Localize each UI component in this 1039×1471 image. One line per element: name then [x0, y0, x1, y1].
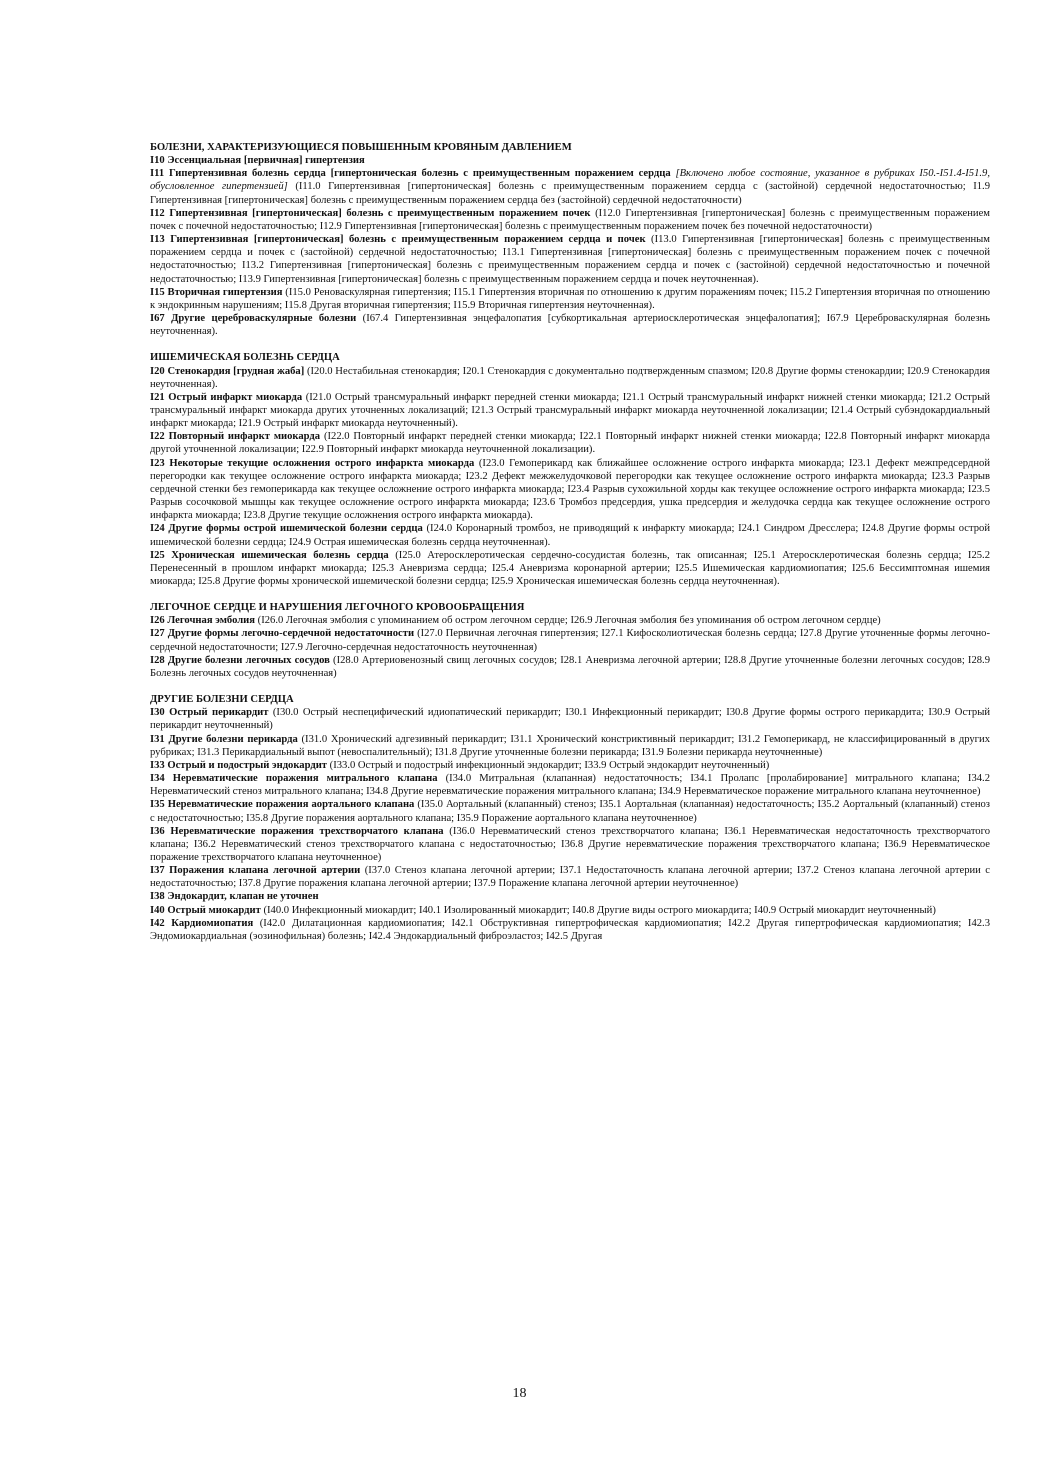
icd-entry — [150, 312, 990, 338]
entry-heading: I20 Стенокардия [грудная жаба] — [150, 365, 305, 377]
icd-entry — [150, 825, 990, 864]
entry-heading: I21 Острый инфаркт миокарда — [150, 391, 303, 403]
entry-heading: I13 Гипертензивная [гипертоническая] болезнь с преимущественным поражением сердца и почек — [150, 234, 646, 246]
icd-entry — [150, 167, 990, 206]
entry-body: (I13.0 Гипертензивная [гипертоническая] болезнь с преимущественным поражением сердца и почек с (застойной) сердечной недостаточностью; I13.1 Гипертензивная [гипертоническая] болезнь с преимущественным поражением почек с почечной недостаточностью; I13.2 Гипертензивная [гипертоническая] болезнь с преимущественным поражением сердца и почек с (застойной) сердечной недостаточностью и почечной недостаточностью; I13.9 Гипертензивная [гипертоническая] болезнь с преимущественным поражением сердца и почек неуточненная). — [150, 234, 990, 285]
entry-body: (I22.0 Повторный инфаркт передней стенки миокарда; I22.1 Повторный инфаркт нижней стенки миокарда; I22.8 Повторный инфаркт миокарда другой уточненной локализации; I22.9 Повторный инфаркт миокарда неуточненной локализации). — [150, 431, 991, 456]
entry-heading: I30 Острый перикардит — [150, 707, 269, 719]
section-title: ДРУГИЕ БОЛЕЗНИ СЕРДЦА — [150, 694, 294, 706]
entry-heading: I67 Другие цереброваскулярные болезни — [150, 313, 357, 325]
entry-heading: I28 Другие болезни легочных сосудов — [150, 654, 330, 666]
section-title: ИШЕМИЧЕСКАЯ БОЛЕЗНЬ СЕРДЦА — [150, 352, 340, 364]
entry-heading: I31 Другие болезни перикарда — [150, 733, 298, 745]
entry-body: (I11.0 Гипертензивная [гипертоническая] болезнь с преимущественным поражением сердца с (застойной) сердечной недостаточностью; I1.9 Гипертензивная [гипертоническая] болезнь с преимущественным поражением сердца без (застойной) сердечной недостаточности) — [150, 181, 990, 206]
entry-body: (I31.0 Хронический адгезивный перикардит; I31.1 Хронический констриктивный перикардит; I31.2 Гемоперикард, не классифицированный в других рубриках; I31.3 Перикардиальный выпот (невоспалительный); I31.8 Другие уточненные болезни перикарда; I31.9 Болезни перикарда неуточненные) — [150, 733, 990, 758]
icd-entry — [150, 864, 990, 890]
entry-body: (I26.0 Легочная эмболия с упоминанием об остром легочном сердце; I26.9 Легочная эмболия без упоминания об остром легочном сердце) — [255, 615, 881, 627]
entry-heading: I34 Неревматические поражения митрального клапана — [150, 773, 438, 785]
icd-entry — [150, 890, 990, 903]
icd-entry — [150, 522, 990, 548]
icd-entry — [150, 904, 990, 917]
icd-entry — [150, 733, 990, 759]
entry-body: (I37.0 Стеноз клапана легочной артерии; I37.1 Недостаточность клапана легочной артерии; I37.2 Стеноз клапана легочной артерии с недостаточностью; I37.8 Другие поражения клапана легочной артерии; I37.9 Поражение клапана легочной артерии неуточненное) — [150, 865, 990, 890]
icd-entry — [150, 457, 990, 523]
entry-body: (I15.0 Реноваскулярная гипертензия; I15.1 Гипертензия вторичная по отношению к другим поражениям почек; I15.2 Гипертензия вторичная по отношению к эндокринным нарушениям; I15.8 Другая вторичная гипертензия; I15.9 Вторичная гипертензия неуточненная). — [150, 286, 990, 311]
icd-entry — [150, 430, 990, 456]
entry-body: (I40.0 Инфекционный миокардит; I40.1 Изолированный миокардит; I40.8 Другие виды острого миокардита; I40.9 Острый миокардит неуточненный) — [260, 904, 936, 916]
entry-body: (I24.0 Коронарный тромбоз, не приводящий к инфаркту миокарда; I24.1 Синдром Дресслера; I24.8 Другие формы острой ишемической болезни сердца; I24.9 Острая ишемическая болезнь сердца неуточненная). — [150, 523, 990, 548]
section-title: БОЛЕЗНИ, ХАРАКТЕРИЗУЮЩИЕСЯ ПОВЫШЕННЫМ КРОВЯНЫМ ДАВЛЕНИЕМ — [150, 142, 572, 153]
section-title: ЛЕГОЧНОЕ СЕРДЦЕ И НАРУШЕНИЯ ЛЕГОЧНОГО КРОВООБРАЩЕНИЯ — [150, 602, 525, 614]
entry-heading: I26 Легочная эмболия — [150, 615, 256, 627]
entry-body: (I27.0 Первичная легочная гипертензия; I27.1 Кифосколиотическая болезнь сердца; I27.8 Другие уточненные формы легочно-сердечной недостаточности; I27.9 Легочно-сердечная недостаточность неуточненная) — [150, 628, 991, 653]
icd-entry — [150, 233, 990, 286]
entry-heading: I42 Кардиомиопатия — [150, 917, 254, 929]
entry-body: (I35.0 Аортальный (клапанный) стеноз; I35.1 Аортальная (клапанная) недостаточность; I35.2 Аортальный (клапанный) стеноз с недостаточностью; I35.8 Другие поражения аортального клапана; I35.9 Поражение аортального клапана неуточненное) — [150, 799, 990, 824]
entry-heading: I38 Эндокардит, клапан не уточнен — [150, 891, 319, 903]
icd-entry — [150, 391, 990, 430]
entry-body: (I21.0 Острый трансмуральный инфаркт передней стенки миокарда; I21.1 Острый трансмуральный инфаркт нижней стенки миокарда; I21.2 Острый трансмуральный инфаркт миокарда других уточненных локализаций; I21.3 Острый трансмуральный инфаркт миокарда неуточненной локализации; I21.4 Острый субэндокардиальный инфаркт миокарда; I21.9 Острый инфаркт миокарда неуточненный). — [150, 391, 990, 430]
entry-body: (I34.0 Митральная (клапанная) недостаточность; I34.1 Пролапс [пролабирование] митрального клапана; I34.2 Неревматический стеноз митрального клапана; I34.8 Другие неревматические поражения митрального клапана; I34.9 Неревматическое поражение митрального клапана неуточненное) — [150, 773, 991, 798]
entry-heading: I35 Неревматические поражения аортального клапана — [150, 799, 415, 811]
icd-entry — [150, 549, 990, 588]
entry-heading: I33 Острый и подострый эндокардит — [150, 759, 328, 771]
entry-heading: I11 Гипертензивная болезнь сердца [гипертоническая болезнь с преимущественным поражением сердца — [150, 168, 671, 180]
entry-heading: I37 Поражения клапана легочной артерии — [150, 865, 361, 877]
icd-entry — [150, 654, 990, 680]
entry-body: (I36.0 Неревматический стеноз трехстворчатого клапана; I36.1 Неревматическая недостаточность трехстворчатого клапана; I36.2 Неревматический стеноз трехстворчатого клапана с недостаточностью; I36.8 Другие неревматические поражения трехстворчатого клапана; I36.9 Неревматическое поражение трехстворчатого клапана неуточненное) — [150, 825, 990, 863]
icd-entry — [150, 614, 990, 627]
entry-body: (I12.0 Гипертензивная [гипертоническая] болезнь с преимущественным поражением почек с почечной недостаточностью; I12.9 Гипертензивная [гипертоническая] болезнь с преимущественным поражением почек без почечной недостаточности) — [150, 207, 990, 232]
entry-note: [Включено любое состояние, указанное в рубриках I50.-I51.4-I51.9, обусловленное гипертензией] — [150, 168, 990, 193]
entry-body: (I28.0 Артериовенозный свищ легочных сосудов; I28.1 Аневризма легочной артерии; I28.8 Другие уточненные болезни легочных сосудов; I28.9 Болезнь легочных сосудов неуточненная) — [150, 654, 990, 679]
entry-heading: I22 Повторный инфаркт миокарда — [150, 431, 321, 443]
entry-heading: I36 Неревматические поражения трехстворчатого клапана — [150, 825, 444, 837]
icd-entry — [150, 917, 990, 943]
icd-entry — [150, 772, 990, 798]
entry-heading: I27 Другие формы легочно-сердечной недостаточности — [150, 628, 415, 640]
entry-heading: I10 Эссенциальная [первичная] гипертензия — [150, 155, 365, 167]
section-gap — [150, 588, 990, 601]
entry-body: (I30.0 Острый неспецифический идиопатический перикардит; I30.1 Инфекционный перикардит; I30.8 Другие формы острого перикардита; I30.9 Острый перикардит неуточненный) — [150, 707, 991, 732]
entry-heading: I24 Другие формы острой ишемической болезни сердца — [150, 523, 423, 535]
icd-entry — [150, 627, 990, 653]
entry-body: (I23.0 Гемоперикард как ближайшее осложнение острого инфаркта миокарда; I23.1 Дефект межпредсердной перегородки как текущее осложнение острого инфаркта миокарда; I23.2 Дефект межжелудочковой перегородки как текущее осложнение острого инфаркта миокарда; I23.3 Разрыв сердечной стенки без гемоперикарда как текущее осложнение острого инфаркта миокарда; I23.4 Разрыв сухожильной хорды как текущее осложнение острого инфаркта миокарда; I23.5 Разрыв сосочковой мышцы как текущее осложнение острого инфаркта миокарда; I23.6 Тромбоз предсердия, ушка предсердия и желудочка сердца как текущее осложнение острого инфаркта миокарда; I23.8 Другие текущие осложнения острого инфаркта миокарда). — [150, 457, 990, 522]
entry-body: (I42.0 Дилатационная кардиомиопатия; I42.1 Обструктивная гипертрофическая кардиомиопатия; I42.2 Другая гипертрофическая кардиомиопатия; I42.3 Эндомиокардиальная (эозинофильная) болезнь; I42.4 Эндокардиальный фиброэластоз; I42.5 Другая — [150, 917, 990, 942]
document-body — [150, 141, 990, 943]
icd-entry — [150, 154, 990, 167]
section-gap — [150, 680, 990, 693]
entry-body: (I33.0 Острый и подострый инфекционный эндокардит; I33.9 Острый эндокардит неуточненный) — [327, 759, 770, 771]
icd-entry — [150, 207, 990, 233]
icd-entry — [150, 798, 990, 824]
entry-heading: I25 Хроническая ишемическая болезнь сердца — [150, 549, 389, 561]
page-number: 18 — [512, 1386, 527, 1401]
entry-heading: I40 Острый миокардит — [150, 904, 261, 916]
section-gap — [150, 338, 990, 351]
entry-heading: I23 Некоторые текущие осложнения острого инфаркта миокарда — [150, 457, 475, 469]
entry-heading: I12 Гипертензивная [гипертоническая] болезнь с преимущественным поражением почек — [150, 207, 591, 219]
entry-body: (I20.0 Нестабильная стенокардия; I20.1 Стенокардия с документально подтвержденным спазмом; I20.8 Другие формы стенокардии; I20.9 Стенокардия неуточненная). — [150, 365, 990, 390]
icd-entry — [150, 759, 990, 772]
icd-entry — [150, 365, 990, 391]
entry-body: (I67.4 Гипертензивная энцефалопатия [субкортикальная артериосклеротическая энцефалопатия]; I67.9 Цереброваскулярная болезнь неуточненная). — [150, 313, 990, 338]
entry-body: (I25.0 Атеросклеротическая сердечно-сосудистая болезнь, так описанная; I25.1 Атеросклеротическая болезнь сердца; I25.2 Перенесенный в прошлом инфаркт миокарда; I25.3 Аневризма сердца; I25.4 Аневризма коронарной артерии; I25.5 Ишемическая кардиомиопатия; I25.6 Бессимптомная ишемия миокарда; I25.8 Другие формы хронической ишемической болезни сердца; I25.9 Хроническая ишемическая болезнь сердца неуточненная). — [150, 549, 990, 587]
entry-heading: I15 Вторичная гипертензия — [150, 286, 283, 298]
icd-entry — [150, 286, 990, 312]
icd-entry — [150, 706, 990, 732]
